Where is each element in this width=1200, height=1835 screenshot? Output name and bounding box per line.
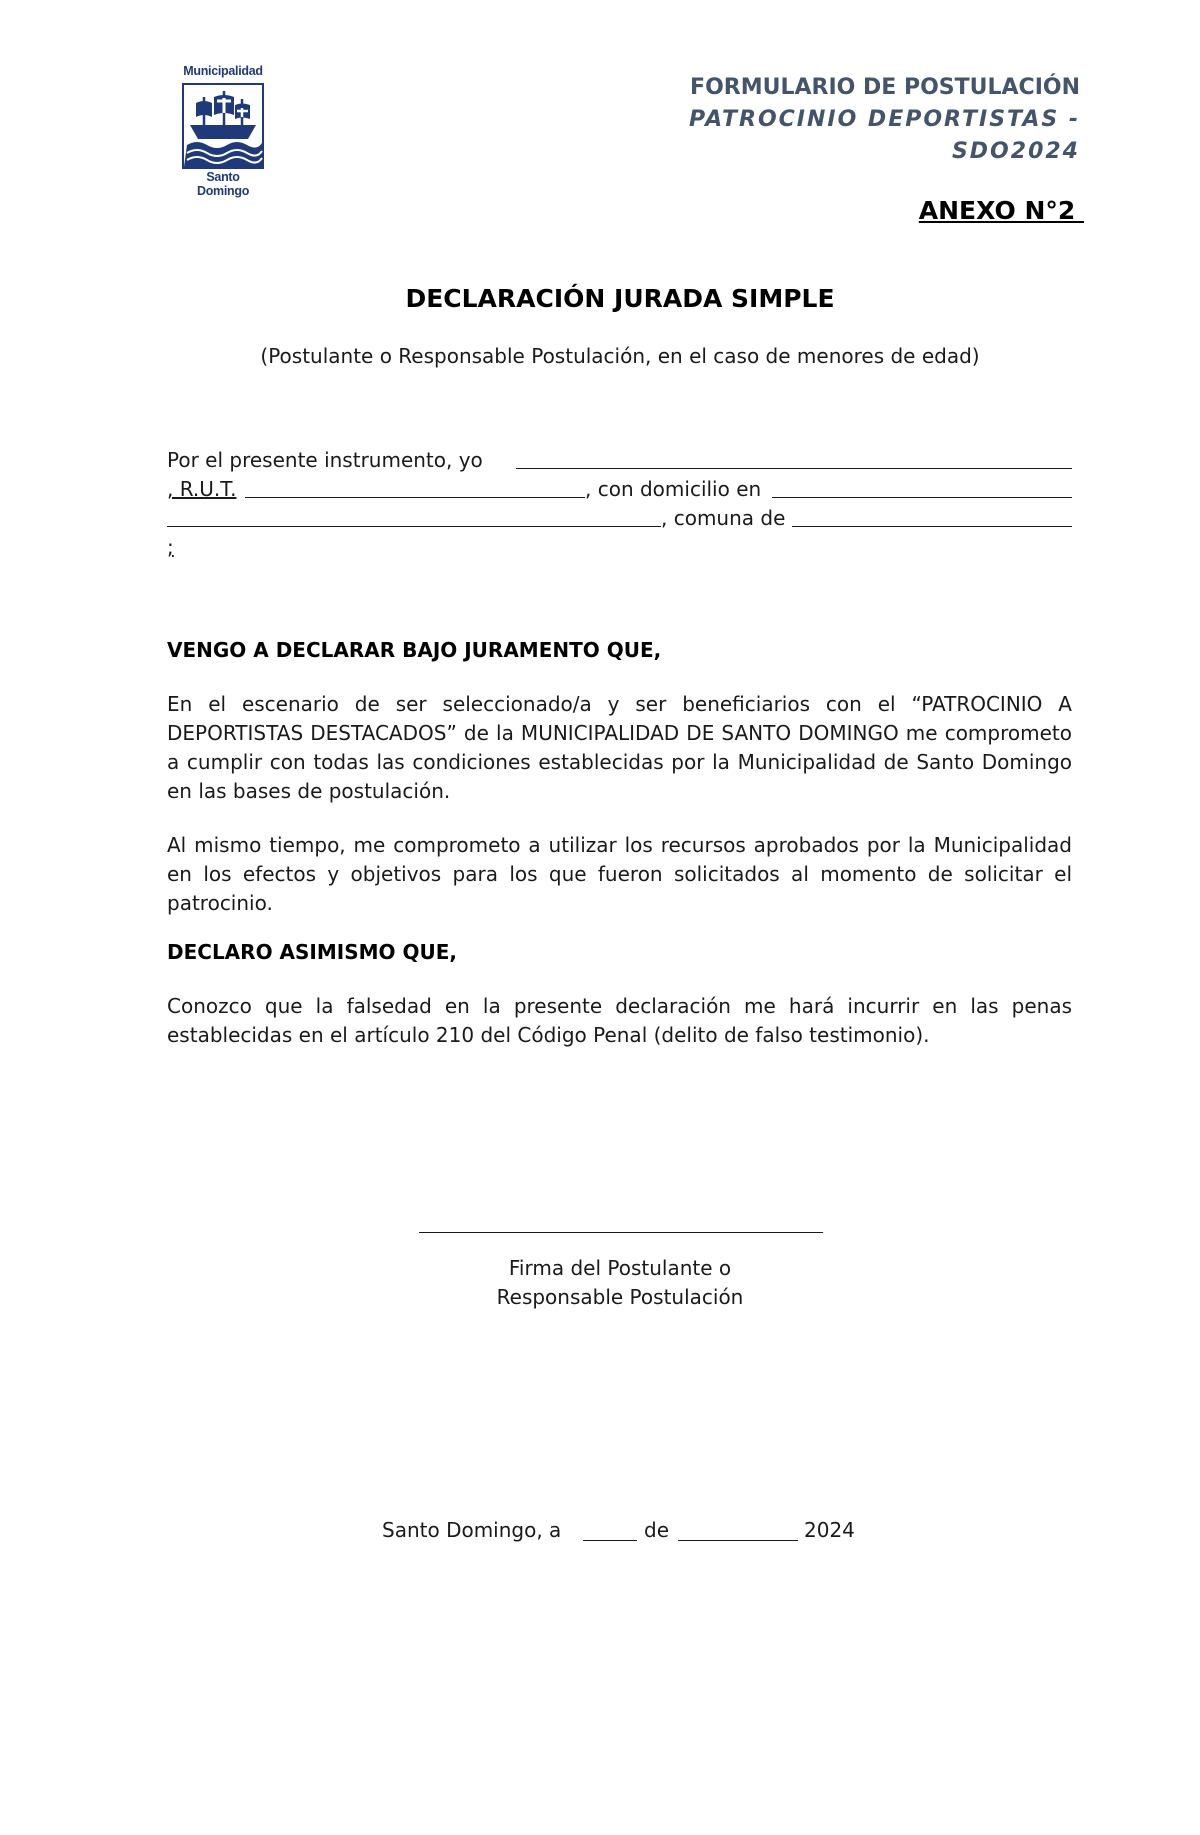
commune-label: , comuna de [661,506,786,530]
end-semicolon: ; [167,535,174,559]
end-row [167,533,1072,562]
signature-label-1: Firma del Postulante o [508,1256,732,1280]
annex-label: ANEXO N°2 [918,196,1084,225]
signature-label-2: Responsable Postulación [496,1285,744,1309]
domicile-label: , con domicilio en [585,477,762,501]
rut-domicile-row [167,475,1072,504]
form-subtitle-line2: SDO2024 [951,139,1080,164]
address-commune-row [167,504,1072,533]
declarant-name-row [167,446,1072,475]
year-text: 2024 [804,1518,855,1542]
rut-field[interactable] [245,475,585,498]
name-field[interactable] [516,446,1072,469]
document-title: DECLARACIÓN JURADA SIMPLE [405,284,835,313]
commune-field[interactable] [792,504,1072,527]
paragraph-resources: Al mismo tiempo, me comprometo a utilizar los recursos aprobados por la Municipalidad en los efectos y objetivos para los que fueron solicitados al momento de solicitar el patrocinio. [167,833,1072,915]
rut-label: , R.U.T. [167,477,237,501]
day-field[interactable] [583,1518,637,1541]
place-prefix: Santo Domingo, a [382,1518,562,1542]
paragraph-commitment: En el escenario de ser seleccionado/a y ser beneficiarios con el “PATROCINIO A DEPORTISTAS DESTACADOS” de la MUNICIPALIDAD DE SANTO DOMINGO me comprometo a cumplir con todas las condiciones establecidas por la Municipalidad de Santo Domingo en las bases de postulación. [167,692,1072,803]
municipality-logo [180,64,266,198]
ship-emblem-icon [182,83,264,169]
logo-bottom-text: Santo Domingo [196,170,250,198]
form-title: FORMULARIO DE POSTULACIÓN [690,75,1080,100]
section-heading-likewise: DECLARO ASIMISMO QUE, [167,940,457,964]
signature-line[interactable] [419,1232,823,1233]
paragraph-penalty: Conozco que la falsedad en la presente declaración me hará incurrir en las penas establecidas en el artículo 210 del Código Penal (delito de falso testimonio). [167,994,1072,1047]
logo-top-text: Municipalidad [183,64,263,78]
month-connector: de [644,1518,669,1542]
form-subtitle-line1: PATROCINIO DEPORTISTAS - [688,107,1080,132]
document-subtitle: (Postulante o Responsable Postulación, en el caso de menores de edad) [260,344,980,368]
address-field[interactable] [167,504,661,527]
place-date-row [382,1518,882,1548]
domicile-field[interactable] [772,475,1072,498]
section-heading-declare: VENGO A DECLARAR BAJO JURAMENTO QUE, [167,638,662,662]
month-field[interactable] [678,1518,798,1541]
intro-text: Por el presente instrumento, yo [167,448,483,472]
